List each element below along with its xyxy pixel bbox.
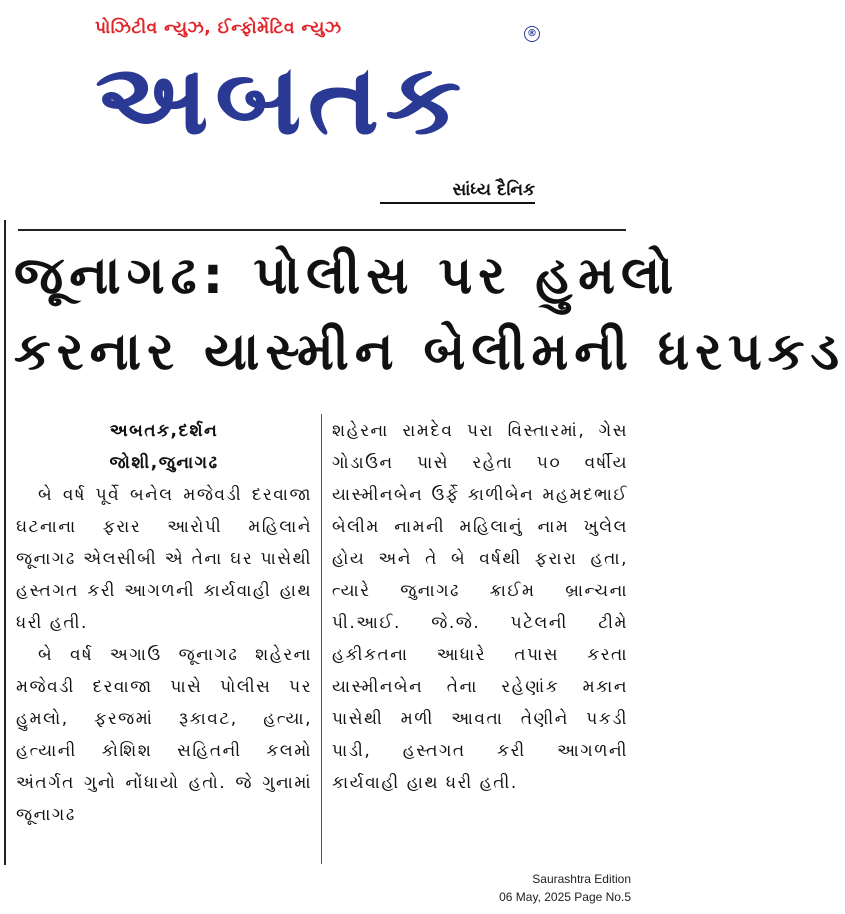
headline-line-1: જૂનાગઢ: પોલીસ પર હુમલો: [14, 246, 680, 306]
article-paragraph-3: શહેરના રામદેવ પરા વિસ્તારમાં, ગેસ ગોડાઉન પાસે રહેતા ૫૦ વર્ષીય યાસ્મીનબેન ઉર્ફે કાળીબેન મહમદભાઈ બેલીમ નામની મહિલાનું નામ ખુલેલ હોય અને તે બે વર્ષથી ફરારા હતા, ત્યારે જુનાગઢ ક્રાઈમ બ્રાન્ચના પી.આઈ. જે.જે. પટેલની ટીમે હકીકતના આધારે તપાસ કરતા યાસ્મીનબેન તેના રહેણાંક મકાન પાસેથી મળી આવતા તેણીને પકડી પાડી, હસ્તગત કરી આગળની કાર્યવાહી હાથ ધરી હતી.: [332, 421, 628, 793]
byline-line-1: અબતક,દર્શન: [109, 421, 219, 441]
page-footer: [499, 870, 631, 906]
edition-type: સાંધ્ય દૈનિક: [380, 180, 535, 204]
masthead: [0, 0, 639, 215]
date-page-label: 06 May, 2025 Page No.5: [499, 890, 631, 904]
left-border-rule: [4, 220, 6, 865]
tagline: પોઝિટીવ ન્યુઝ, ઈન્ફોર્મેટિવ ન્યુઝ: [95, 18, 342, 38]
column-divider: [321, 414, 322, 864]
article-column-1: [16, 415, 312, 831]
top-divider-rule: [18, 229, 626, 231]
article-column-2: [332, 415, 628, 799]
article-headline: [14, 238, 845, 390]
article-paragraph-2: બે વર્ષ અગાઉ જૂનાગઢ શહેરના મજેવડી દરવાજા પાસે પોલીસ પર હુમલો, ફરજમાં રૂકાવટ, હત્યા, હત્યાની કોશિશ સહિતની કલમો અંતર્ગત ગુનો નોંધાયો હતો. જે ગુનામાં જૂનાગઢ: [16, 645, 312, 825]
byline-line-2: જોશી,જુનાગઢ: [109, 453, 219, 473]
registered-trademark-icon: ®: [524, 26, 540, 42]
edition-label: Saurashtra Edition: [532, 872, 631, 886]
article-paragraph-1: બે વર્ષ પૂર્વે બનેલ મજેવડી દરવાજા ઘટનાના ફરાર આરોપી મહિલાને જૂનાગઢ એલસીબી એ તેના ઘર પાસેથી હસ્તગત કરી આગળની કાર્યવાહી હાથ ધરી હતી.: [16, 485, 312, 633]
headline-line-2: કરનાર યાસ્મીન બેલીમની ધરપકડ: [14, 322, 845, 382]
newspaper-logo: અબતક: [95, 43, 468, 157]
